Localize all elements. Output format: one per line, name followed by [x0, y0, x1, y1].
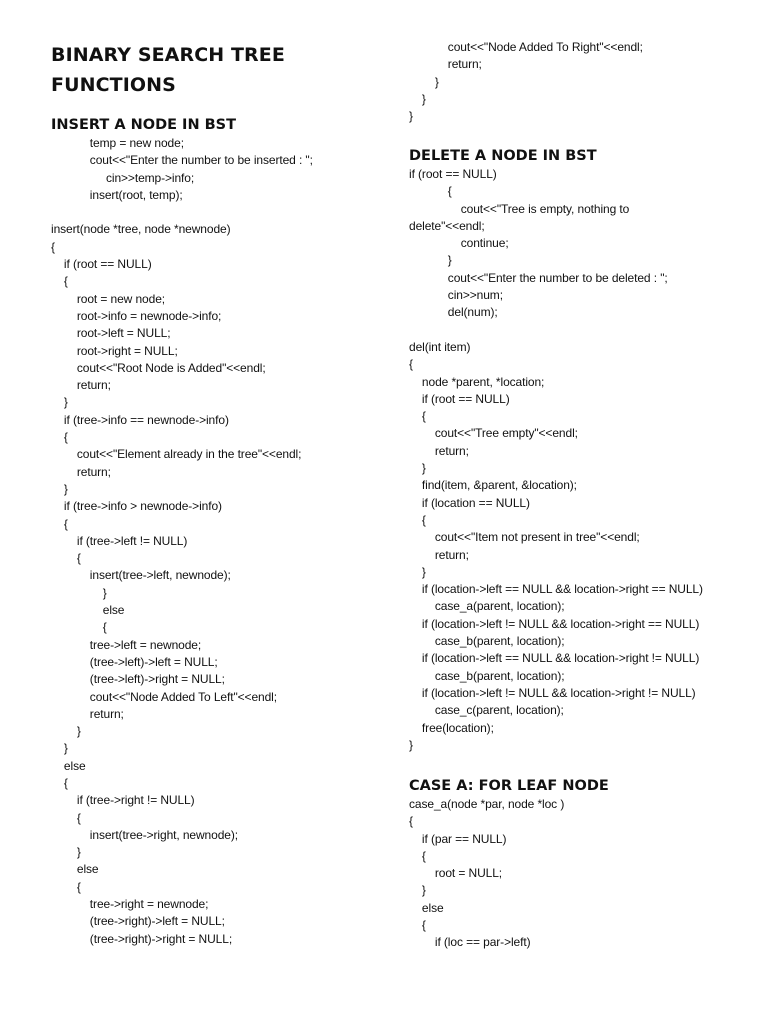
code-line: { [409, 848, 426, 863]
code-line: cout<<"Tree is empty, nothing to [409, 201, 630, 216]
code-line: (tree->left)->left = NULL; [51, 654, 218, 669]
code-line: } [51, 481, 68, 496]
code-line: cout<<"Root Node is Added"<<endl; [51, 360, 266, 375]
code-block-delete [409, 166, 703, 754]
code-line: cout<<"Enter the number to be deleted : "; [409, 270, 668, 285]
code-line: } [409, 564, 426, 579]
code-line: else [51, 603, 125, 618]
code-line: case_c(parent, location); [409, 703, 564, 718]
code-line: return; [409, 57, 482, 72]
code-line: } [409, 91, 426, 106]
title-line-2: FUNCTIONS [51, 74, 176, 96]
code-line: { [409, 184, 452, 199]
code-line: } [409, 109, 413, 124]
code-line: cout<<"Node Added To Right"<<endl; [409, 40, 643, 54]
code-line: if (location->left == NULL && location->right != NULL) [409, 651, 700, 666]
code-line: { [409, 918, 426, 933]
code-line: cin>>temp->info; [51, 170, 195, 185]
document-title [51, 40, 391, 100]
code-line: if (tree->left != NULL) [51, 533, 188, 548]
code-line: else [409, 900, 444, 915]
code-line: if (tree->right != NULL) [51, 793, 195, 808]
code-line: { [409, 512, 426, 527]
code-line: cout<<"Tree empty"<<endl; [409, 426, 578, 441]
code-line: delete"<<endl; [409, 218, 485, 233]
code-line: del(int item) [409, 339, 471, 354]
code-line: free(location); [409, 720, 494, 735]
code-line: { [409, 814, 413, 829]
code-line: { [51, 239, 55, 254]
code-line: case_a(parent, location); [409, 599, 565, 614]
code-line: { [51, 775, 68, 790]
code-line: else [51, 862, 99, 877]
code-block-insert [51, 135, 313, 948]
code-line: insert(tree->right, newnode); [51, 827, 238, 842]
code-line: cout<<"Node Added To Left"<<endl; [51, 689, 277, 704]
code-line [51, 204, 313, 221]
code-line: return; [51, 706, 124, 721]
code-line: { [51, 430, 68, 445]
section-heading-case-a: CASE A: FOR LEAF NODE [409, 778, 609, 794]
code-line: continue; [409, 236, 509, 251]
code-line: return; [409, 443, 469, 458]
section-heading-delete: DELETE A NODE IN BST [409, 148, 597, 164]
code-line: del(num); [409, 305, 498, 320]
code-line: { [51, 516, 68, 531]
code-line: } [51, 845, 81, 860]
code-line: } [51, 724, 81, 739]
code-line: root = NULL; [409, 866, 503, 881]
code-line: cout<<"Enter the number to be inserted : "; [51, 153, 313, 168]
code-line: { [51, 274, 68, 289]
code-line: (tree->right)->right = NULL; [51, 931, 233, 946]
code-line: case_a(node *par, node *loc ) [409, 797, 565, 811]
code-line: } [409, 461, 426, 476]
code-line: if (location->left != NULL && location->right == NULL) [409, 616, 700, 631]
code-line: return; [409, 547, 469, 562]
code-line: root->left = NULL; [51, 326, 171, 341]
code-line: return; [51, 464, 111, 479]
code-line: find(item, &parent, &location); [409, 478, 577, 493]
code-line: } [409, 74, 439, 89]
code-line: insert(tree->left, newnode); [51, 568, 231, 583]
code-line: else [51, 758, 86, 773]
code-line: { [51, 551, 81, 566]
code-line: if (location->left == NULL && location->right == NULL) [409, 582, 703, 597]
code-line: } [409, 883, 426, 898]
code-line: { [51, 620, 107, 635]
code-line: if (loc == par->left) [409, 935, 531, 950]
code-line: } [51, 585, 107, 600]
code-line: (tree->left)->right = NULL; [51, 672, 225, 687]
code-line: } [409, 253, 452, 268]
code-line: return; [51, 378, 111, 393]
code-line: tree->right = newnode; [51, 897, 209, 912]
code-line: if (root == NULL) [51, 257, 152, 272]
code-block-insert-continued [409, 39, 643, 125]
code-line: case_b(parent, location); [409, 634, 565, 649]
code-line: if (root == NULL) [409, 391, 510, 406]
code-line: if (root == NULL) [409, 167, 497, 181]
code-line: cout<<"Item not present in tree"<<endl; [409, 530, 640, 545]
code-line: if (tree->info > newnode->info) [51, 499, 222, 514]
title-line-1: BINARY SEARCH TREE [51, 44, 285, 66]
code-line: case_b(parent, location); [409, 668, 565, 683]
code-line: } [51, 741, 68, 756]
code-line: { [409, 357, 413, 372]
code-line [409, 322, 703, 339]
code-line: if (location == NULL) [409, 495, 530, 510]
code-line: tree->left = newnode; [51, 637, 202, 652]
code-line: if (location->left != NULL && location->right != NULL) [409, 685, 696, 700]
code-line: node *parent, *location; [409, 374, 545, 389]
code-line: root->info = newnode->info; [51, 308, 222, 323]
code-line: root->right = NULL; [51, 343, 178, 358]
code-line: { [409, 409, 426, 424]
code-line: insert(root, temp); [51, 187, 183, 202]
code-line: root = new node; [51, 291, 166, 306]
code-line: temp = new node; [51, 136, 184, 150]
code-line: if (par == NULL) [409, 831, 507, 846]
code-line: { [51, 879, 81, 894]
code-line: } [51, 395, 68, 410]
code-line: } [409, 737, 413, 752]
code-line: cin>>num; [409, 288, 503, 303]
code-line: { [51, 810, 81, 825]
section-heading-insert: INSERT A NODE IN BST [51, 117, 237, 133]
code-line: if (tree->info == newnode->info) [51, 412, 229, 427]
code-line: cout<<"Element already in the tree"<<endl; [51, 447, 302, 462]
code-line: insert(node *tree, node *newnode) [51, 222, 231, 237]
code-block-case-a [409, 796, 564, 952]
code-line: (tree->right)->left = NULL; [51, 914, 225, 929]
